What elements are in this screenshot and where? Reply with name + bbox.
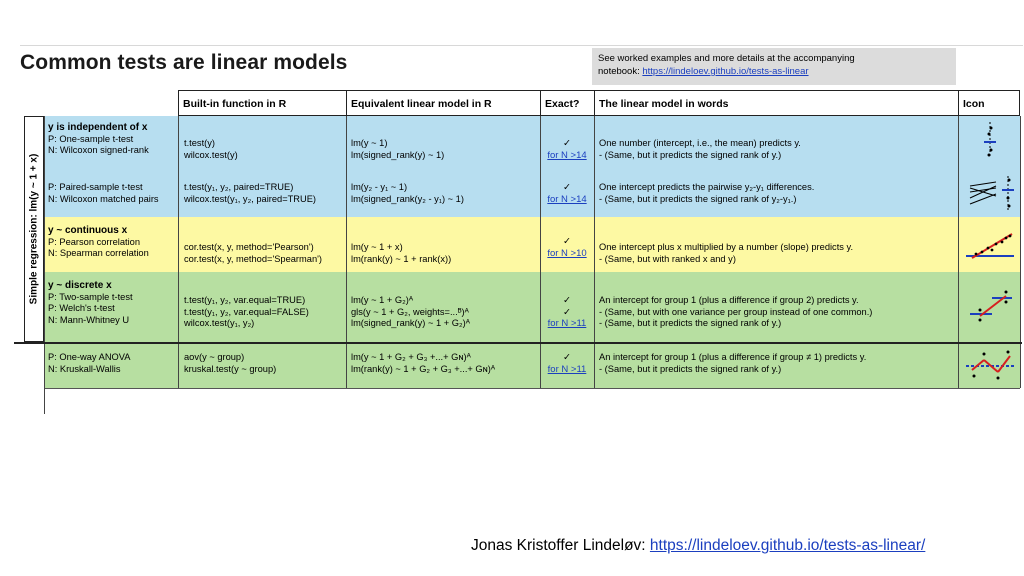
row-5-builtin: aov(y ~ group) kruskal.test(y ~ group) [184,352,277,374]
row-2-words: One intercept predicts the pairwise y₂-y₁ differences. - (Same, but it predicts the signed rank of y₂-y₁.) [599,182,815,204]
two-sample-icon [962,284,1018,332]
exact-link[interactable]: for N >14 [547,149,587,161]
note-line-2: notebook: https://lindeloev.github.io/tests-as-linear [598,66,809,77]
row-2-builtin: t.test(y₁, y₂, paired=TRUE) wilcox.test(y₁, y₂, paired=TRUE) [184,182,317,204]
row-3-builtin: cor.test(x, y, method='Pearson') cor.test(x, y, method='Spearman') [184,242,322,264]
row-2-linear: lm(y₂ - y₁ ~ 1) lm(signed_rank(y₂ - y₁) ~ 1) [351,182,464,204]
one-sample-icon [964,120,1016,160]
side-label-box [24,116,44,342]
row-1-names: y is independent of x P: One-sample t-test N: Wilcoxon signed-rank [48,122,149,155]
row-5-names: P: One-way ANOVA N: Kruskall-Wallis [48,352,131,374]
side-label: Simple regression: lm(y ~ 1 + x) [28,153,40,305]
exact-link[interactable]: for N >14 [547,193,587,205]
header-linear: Equivalent linear model in R [346,90,540,116]
row-1-title: y is independent of x [48,122,148,133]
page-title: Common tests are linear models [20,51,348,74]
row-4-linear: lm(y ~ 1 + G₂)ᴬ gls(y ~ 1 + G₂, weights=...ᴮ)ᴬ lm(signed_rank(y) ~ 1 + G₂)ᴬ [351,295,470,328]
note-line-1: See worked examples and more details at the accompanying [598,53,855,64]
exact-link[interactable]: for N >11 [547,363,587,375]
notebook-note [592,48,956,85]
row-4-title: y ~ discrete x [48,280,112,291]
row-1-words: One number (intercept, i.e., the mean) predicts y. - (Same, but it predicts the signed rank of y.) [599,138,801,160]
row-1-linear: lm(y ~ 1) lm(signed_rank(y) ~ 1) [351,138,445,160]
notebook-link[interactable]: https://lindeloev.github.io/tests-as-linear [642,66,809,77]
top-divider [20,45,1023,46]
header-icon: Icon [958,90,1020,116]
row-1-builtin: t.test(y) wilcox.test(y) [184,138,238,160]
row-2-names: P: Paired-sample t-test N: Wilcoxon matched pairs [48,182,159,204]
header-exact: Exact? [540,90,594,116]
row-3-exact: ✓ for N >10 [544,236,590,259]
anova-icon [962,346,1018,386]
row-4-builtin: t.test(y₁, y₂, var.equal=TRUE) t.test(y₁, y₂, var.equal=FALSE) wilcox.test(y₁, y₂) [184,295,309,328]
correlation-icon [962,222,1018,268]
header-words: The linear model in words [594,90,958,116]
section-divider [14,342,1022,344]
row-5-linear: lm(y ~ 1 + G₂ + G₃ +...+ Gɴ)ᴬ lm(rank(y) ~ 1 + G₂ + G₃ +...+ Gɴ)ᴬ [351,352,496,374]
tests-table [14,90,1022,390]
paired-icon [962,168,1018,214]
exact-link[interactable]: for N >10 [547,247,587,259]
row-4-words: An intercept for group 1 (plus a difference if group 2) predicts y. - (Same, but with one variance per group instead of one common.) - (Same, but it predicts the signed rank of y.) [599,295,873,328]
col-line [958,116,959,388]
row-1-exact: ✓ for N >14 [544,138,590,161]
exact-link[interactable]: for N >11 [547,318,587,329]
row-4-exact: ✓ ✓ for N >11 [544,295,590,330]
credit-link[interactable]: https://lindeloev.github.io/tests-as-linear/ [649,537,926,554]
row-3-title: y ~ continuous x [48,225,128,236]
col-line [44,116,45,414]
row-5-words: An intercept for group 1 (plus a difference if group ≠ 1) predicts y. - (Same, but it predicts the signed rank of y.) [599,352,867,374]
row-4-names: y ~ discrete x P: Two-sample t-test P: Welch's t-test N: Mann-Whitney U [48,280,133,325]
col-line [1020,116,1021,388]
row-3-names: y ~ continuous x P: Pearson correlation N: Spearman correlation [48,225,149,258]
credit-line: Jonas Kristoffer Lindeløv: https://lindeloev.github.io/tests-as-linear/ [471,537,926,554]
col-line [540,116,541,388]
col-line [178,116,179,388]
row-3-words: One intercept plus x multiplied by a number (slope) predicts y. - (Same, but with ranked x and y) [599,242,854,264]
header-builtin: Built-in function in R [178,90,346,116]
row-2-exact: ✓ for N >14 [544,182,590,205]
row-3-linear: lm(y ~ 1 + x) lm(rank(y) ~ 1 + rank(x)) [351,242,452,264]
row-5-exact: ✓ for N >11 [544,352,590,375]
col-line [346,116,347,388]
col-line [594,116,595,388]
